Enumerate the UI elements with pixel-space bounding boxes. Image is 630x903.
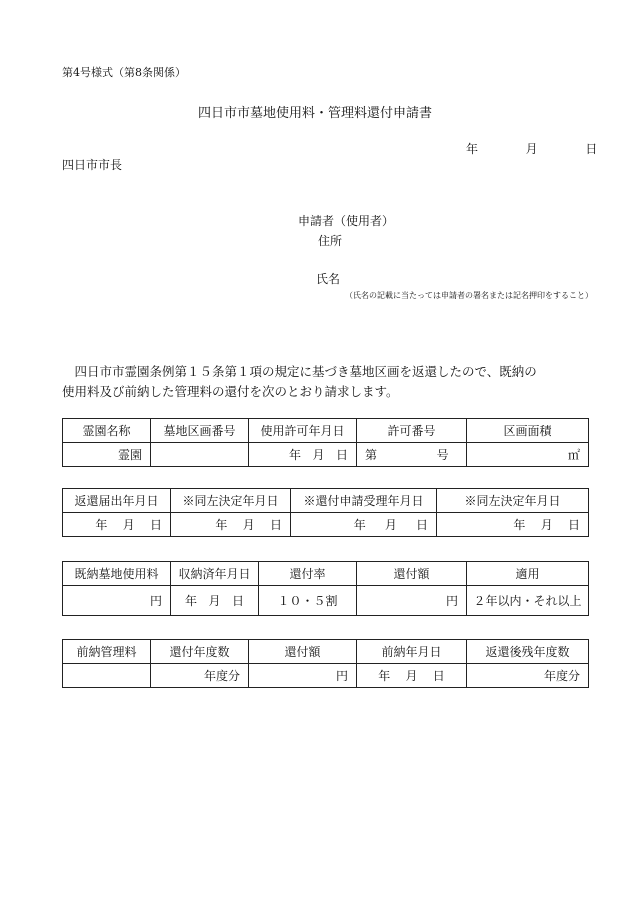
addressee: 四日市市長 bbox=[62, 158, 123, 172]
refund-receipt-date-cell[interactable] bbox=[291, 513, 437, 537]
header-cemetery-name: 霊園名称 bbox=[63, 419, 151, 443]
header-prepaid-date: 前納年月日 bbox=[357, 640, 467, 664]
year-label: 年 bbox=[185, 594, 198, 608]
header-refund-receipt-date: ※還付申請受理年月日 bbox=[291, 489, 437, 513]
table-header-row bbox=[63, 419, 589, 443]
permit-prefix: 第 bbox=[365, 448, 378, 462]
plot-area-cell[interactable] bbox=[467, 443, 589, 467]
year-label: 年 bbox=[215, 518, 228, 532]
cemetery-suffix: 霊園 bbox=[117, 448, 142, 462]
day-label: 日 bbox=[149, 518, 162, 532]
month-label: 月 bbox=[540, 518, 553, 532]
usage-fee-table bbox=[62, 561, 589, 616]
statement-line-2: 使用料及び前納した管理料の還付を次のとおり請求します。 bbox=[62, 384, 399, 399]
receipt-date-cell[interactable] bbox=[171, 586, 259, 616]
signature-note: （氏名の記載に当たっては申請者の署名または記名押印をすること） bbox=[345, 291, 593, 300]
date-day-label: 日 bbox=[585, 142, 598, 156]
month-label: 月 bbox=[242, 518, 255, 532]
year-label: 年 bbox=[289, 448, 302, 462]
date-month-label: 月 bbox=[525, 142, 538, 156]
refund-amount-cell[interactable] bbox=[249, 664, 357, 688]
day-label: 日 bbox=[335, 448, 348, 462]
day-label: 日 bbox=[269, 518, 282, 532]
year-label: 年 bbox=[378, 669, 391, 683]
header-prepaid-management-fee: 前納管理料 bbox=[63, 640, 151, 664]
applicable-cell[interactable]: ２年以内・それ以上 bbox=[467, 586, 589, 616]
day-label: 日 bbox=[432, 669, 445, 683]
month-label: 月 bbox=[384, 518, 397, 532]
plot-info-table bbox=[62, 418, 589, 467]
area-unit: ㎡ bbox=[567, 448, 580, 462]
years-unit: 年度分 bbox=[203, 669, 240, 683]
paid-usage-fee-cell[interactable] bbox=[63, 586, 171, 616]
address-label: 住所 bbox=[318, 234, 343, 248]
day-label: 日 bbox=[231, 594, 244, 608]
header-receipt-date: 収納済年月日 bbox=[171, 562, 259, 586]
header-plot-number: 墓地区画番号 bbox=[151, 419, 249, 443]
cemetery-name-cell[interactable] bbox=[63, 443, 151, 467]
year-label: 年 bbox=[95, 518, 108, 532]
refund-amount-cell[interactable] bbox=[357, 586, 467, 616]
return-notice-date-cell[interactable] bbox=[63, 513, 171, 537]
decision-date-cell[interactable] bbox=[171, 513, 291, 537]
dates-table bbox=[62, 488, 589, 537]
document-title: 四日市市墓地使用料・管理料還付申請書 bbox=[197, 106, 432, 121]
month-label: 月 bbox=[122, 518, 135, 532]
header-applicable: 適用 bbox=[467, 562, 589, 586]
header-refund-amount: 還付額 bbox=[249, 640, 357, 664]
prepaid-date-cell[interactable] bbox=[357, 664, 467, 688]
year-label: 年 bbox=[353, 518, 366, 532]
header-decision-date: ※同左決定年月日 bbox=[171, 489, 291, 513]
permit-suffix: 号 bbox=[436, 448, 449, 462]
table-header-row bbox=[63, 489, 589, 513]
month-label: 月 bbox=[208, 594, 221, 608]
table-row bbox=[63, 664, 589, 688]
yen-unit: 円 bbox=[335, 669, 348, 683]
name-label: 氏名 bbox=[316, 272, 341, 286]
form-number: 第4号様式（第8条関係） bbox=[62, 66, 186, 79]
permit-number-cell[interactable] bbox=[357, 443, 467, 467]
prepaid-management-fee-cell[interactable] bbox=[63, 664, 151, 688]
year-label: 年 bbox=[513, 518, 526, 532]
years-unit: 年度分 bbox=[543, 669, 580, 683]
yen-unit: 円 bbox=[445, 594, 458, 608]
day-label: 日 bbox=[415, 518, 428, 532]
month-label: 月 bbox=[312, 448, 325, 462]
day-label: 日 bbox=[567, 518, 580, 532]
remaining-years-cell[interactable] bbox=[467, 664, 589, 688]
table-row bbox=[63, 513, 589, 537]
header-paid-usage-fee: 既納墓地使用料 bbox=[63, 562, 171, 586]
header-refund-years: 還付年度数 bbox=[151, 640, 249, 664]
date-year-label: 年 bbox=[466, 142, 479, 156]
header-permit-number: 許可番号 bbox=[357, 419, 467, 443]
permit-date-cell[interactable] bbox=[249, 443, 357, 467]
header-plot-area: 区画面積 bbox=[467, 419, 589, 443]
request-statement bbox=[62, 362, 582, 402]
applicant-label: 申請者（使用者） bbox=[298, 214, 395, 228]
header-permit-date: 使用許可年月日 bbox=[249, 419, 357, 443]
yen-unit: 円 bbox=[149, 594, 162, 608]
month-label: 月 bbox=[405, 669, 418, 683]
table-header-row bbox=[63, 562, 589, 586]
refund-decision-date-cell[interactable] bbox=[437, 513, 589, 537]
management-fee-table bbox=[62, 639, 589, 688]
table-header-row bbox=[63, 640, 589, 664]
header-refund-decision-date: ※同左決定年月日 bbox=[437, 489, 589, 513]
header-remaining-years: 返還後残年度数 bbox=[467, 640, 589, 664]
header-refund-rate: 還付率 bbox=[259, 562, 357, 586]
refund-rate-cell[interactable]: １０・５割 bbox=[259, 586, 357, 616]
statement-line-1: 四日市市霊園条例第１５条第１項の規定に基づき墓地区画を返還したので、既納の bbox=[74, 364, 537, 379]
header-return-notice-date: 返還届出年月日 bbox=[63, 489, 171, 513]
refund-years-cell[interactable] bbox=[151, 664, 249, 688]
application-date bbox=[466, 140, 597, 157]
table-row bbox=[63, 586, 589, 616]
header-refund-amount: 還付額 bbox=[357, 562, 467, 586]
table-row bbox=[63, 443, 589, 467]
plot-number-cell[interactable] bbox=[151, 443, 249, 467]
